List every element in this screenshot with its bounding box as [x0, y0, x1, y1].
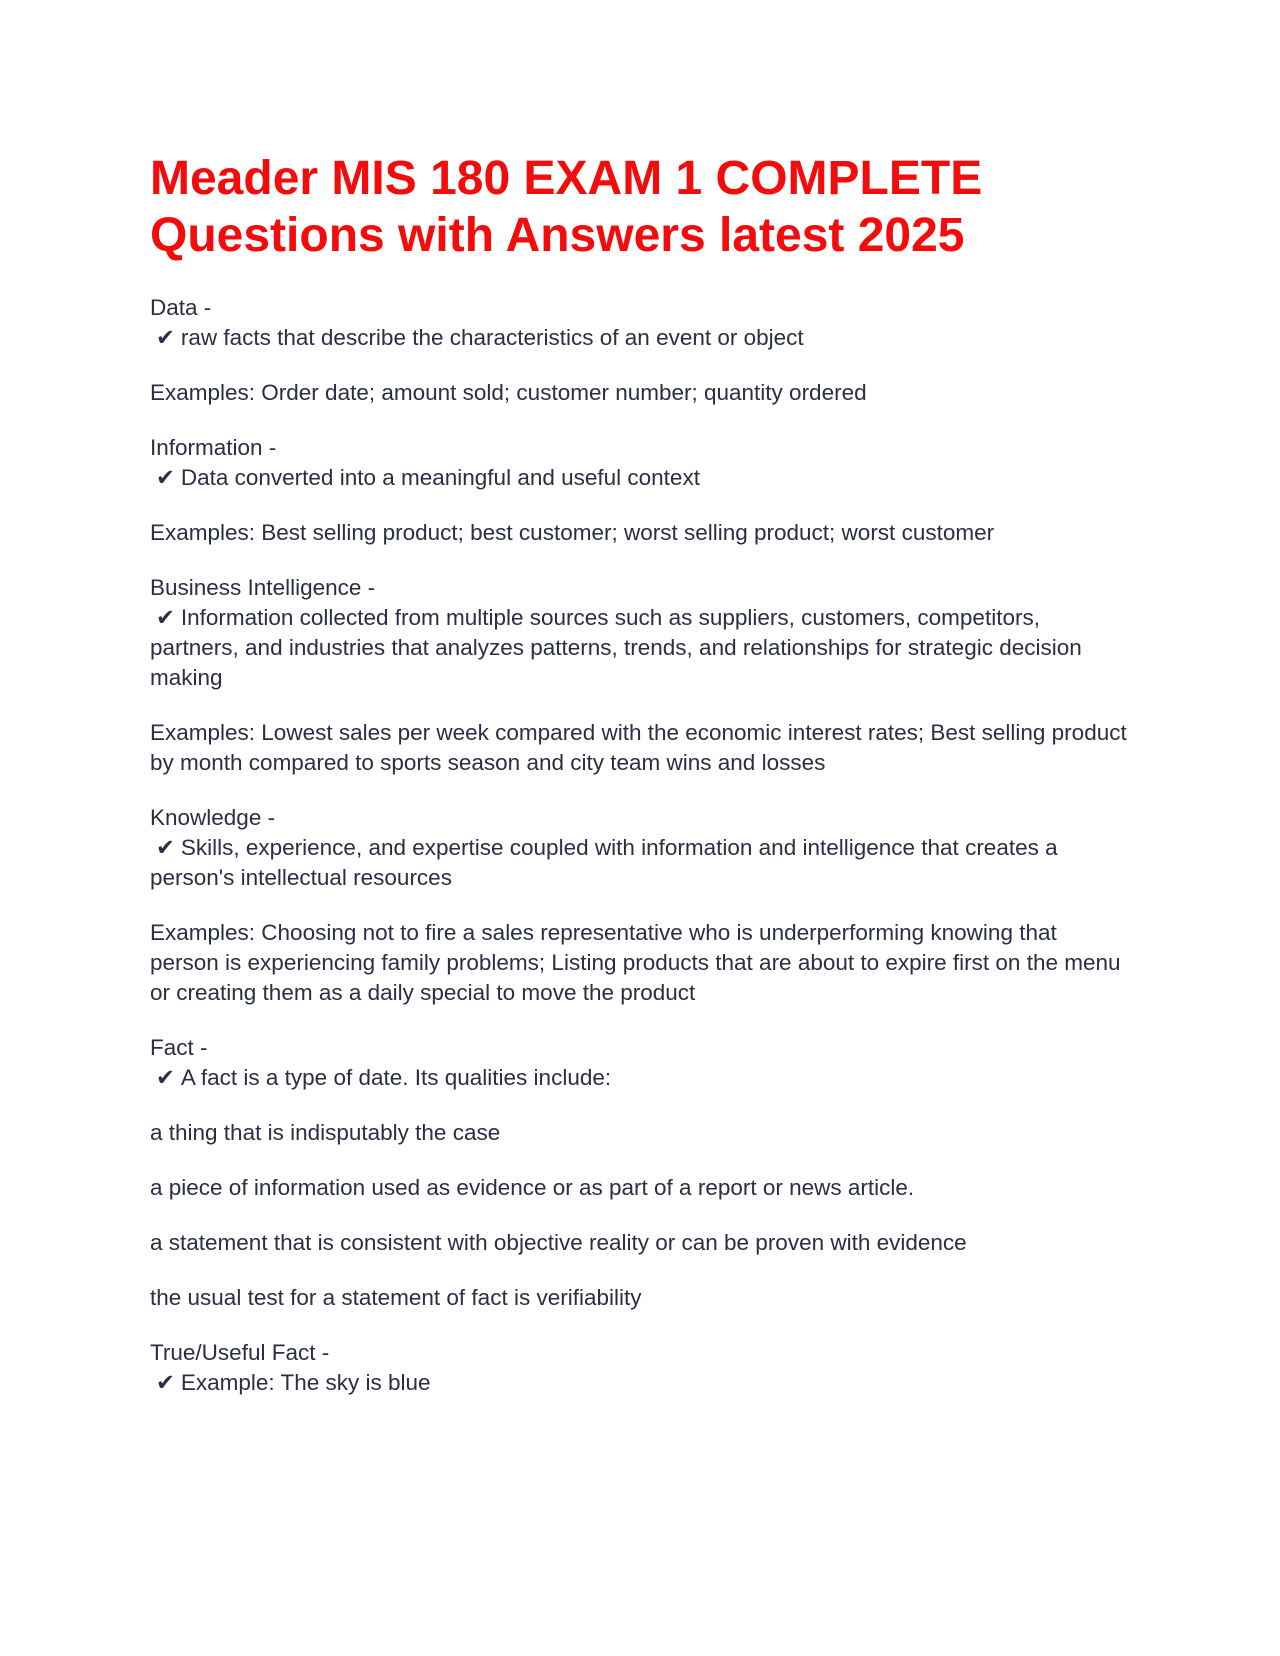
examples-information: Examples: Best selling product; best customer; worst selling product; worst customer [150, 520, 995, 545]
fact-line: the usual test for a statement of fact is verifiability [150, 1285, 642, 1310]
entry-business-intelligence [150, 573, 1130, 693]
answer-text: Data converted into a meaningful and useful context [180, 465, 700, 490]
answer-knowledge [150, 833, 1130, 893]
document-page [150, 150, 1130, 1423]
examples-data: Examples: Order date; amount sold; customer number; quantity ordered [150, 380, 867, 405]
term-data: Data - [150, 295, 212, 320]
entry-true-useful-fact [150, 1338, 1130, 1398]
term-business-intelligence: Business Intelligence - [150, 575, 376, 600]
examples-knowledge: Examples: Choosing not to fire a sales representative who is underperforming knowing that person is experiencing family problems; Listing products that are about to expire first on the menu or creating them as a daily special to move the product [150, 920, 1121, 1005]
term-information: Information - [150, 435, 277, 460]
term-fact: Fact - [150, 1035, 208, 1060]
entry-fact [150, 1033, 1130, 1093]
examples-business-intelligence: Examples: Lowest sales per week compared with the economic interest rates; Best selling product by month compared to sports season and city team wins and losses [150, 720, 1127, 775]
answer-true-useful-fact [150, 1368, 1130, 1398]
check-icon: ✔ [156, 1065, 175, 1090]
answer-text: Example: The sky is blue [180, 1370, 431, 1395]
answer-text: A fact is a type of date. Its qualities include: [180, 1065, 612, 1090]
check-icon: ✔ [156, 465, 175, 490]
entry-knowledge [150, 803, 1130, 893]
answer-information [150, 463, 1130, 493]
answer-data [150, 323, 1130, 353]
answer-fact [150, 1063, 1130, 1093]
answer-text: Information collected from multiple sources such as suppliers, customers, competitors, partners, and industries that analyzes patterns, trends, and relationships for strategic decision making [150, 605, 1082, 690]
fact-line: a thing that is indisputably the case [150, 1120, 501, 1145]
answer-text: raw facts that describe the characteristics of an event or object [180, 325, 804, 350]
entry-information [150, 433, 1130, 493]
check-icon: ✔ [156, 605, 175, 630]
term-knowledge: Knowledge - [150, 805, 276, 830]
answer-business-intelligence [150, 603, 1130, 693]
check-icon: ✔ [156, 835, 175, 860]
answer-text: Skills, experience, and expertise coupled with information and intelligence that creates a person's intellectual resources [150, 835, 1058, 890]
check-icon: ✔ [156, 325, 175, 350]
fact-line: a piece of information used as evidence or as part of a report or news article. [150, 1175, 915, 1200]
fact-line: a statement that is consistent with objective reality or can be proven with evidence [150, 1230, 967, 1255]
document-title: Meader MIS 180 EXAM 1 COMPLETE Questions with Answers latest 2025 [150, 152, 983, 262]
check-icon: ✔ [156, 1370, 175, 1395]
entry-data [150, 293, 1130, 353]
term-true-useful-fact: True/Useful Fact - [150, 1340, 330, 1365]
